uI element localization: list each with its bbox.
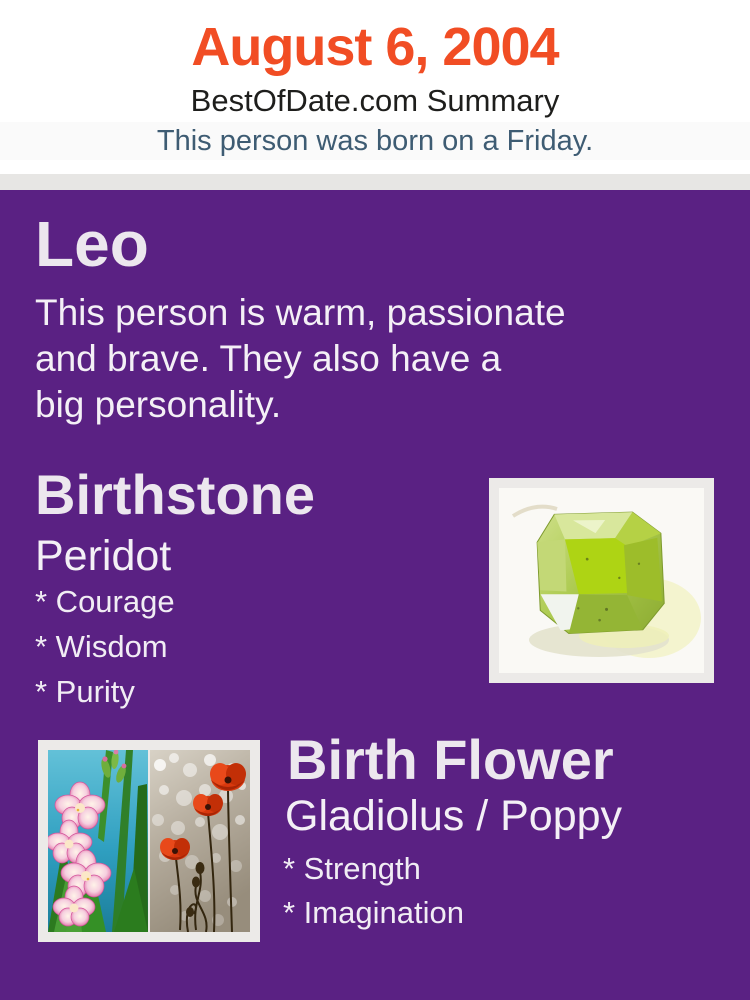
site-subtitle: BestOfDate.com Summary [190,83,560,118]
birthstone-trait: * Courage [35,584,175,619]
zodiac-description-line: and brave. They also have a [35,338,502,379]
birthstone-name: Peridot [35,532,172,580]
zodiac-sign-heading: Leo [35,208,149,280]
header [0,0,750,174]
page-title-date: August 6, 2004 [191,17,559,77]
birth-flower-name: Gladiolus / Poppy [285,792,623,840]
zodiac-description-line: big personality. [35,384,282,425]
birthstone-heading: Birthstone [35,463,315,526]
birthstone-trait: * Purity [35,674,135,709]
birth-flower-trait: * Imagination [283,895,464,930]
peridot-photo [499,488,704,673]
poppy-photo [150,750,250,932]
birth-flower-trait-list [283,847,464,935]
zodiac-description [35,290,566,428]
main-panel [0,190,750,1000]
birthstone-photo-frame [489,478,714,683]
divider-band [0,174,750,190]
birthstone-trait: * Wisdom [35,629,168,664]
gladiolus-photo [48,750,148,932]
zodiac-description-line: This person is warm, passionate [35,292,566,333]
birth-flower-photo-frame [38,740,260,942]
birth-flower-heading: Birth Flower [287,728,614,791]
birthstone-trait-list [35,579,175,714]
birth-flower-trait: * Strength [283,851,421,886]
born-day-line: This person was born on a Friday. [0,122,750,160]
